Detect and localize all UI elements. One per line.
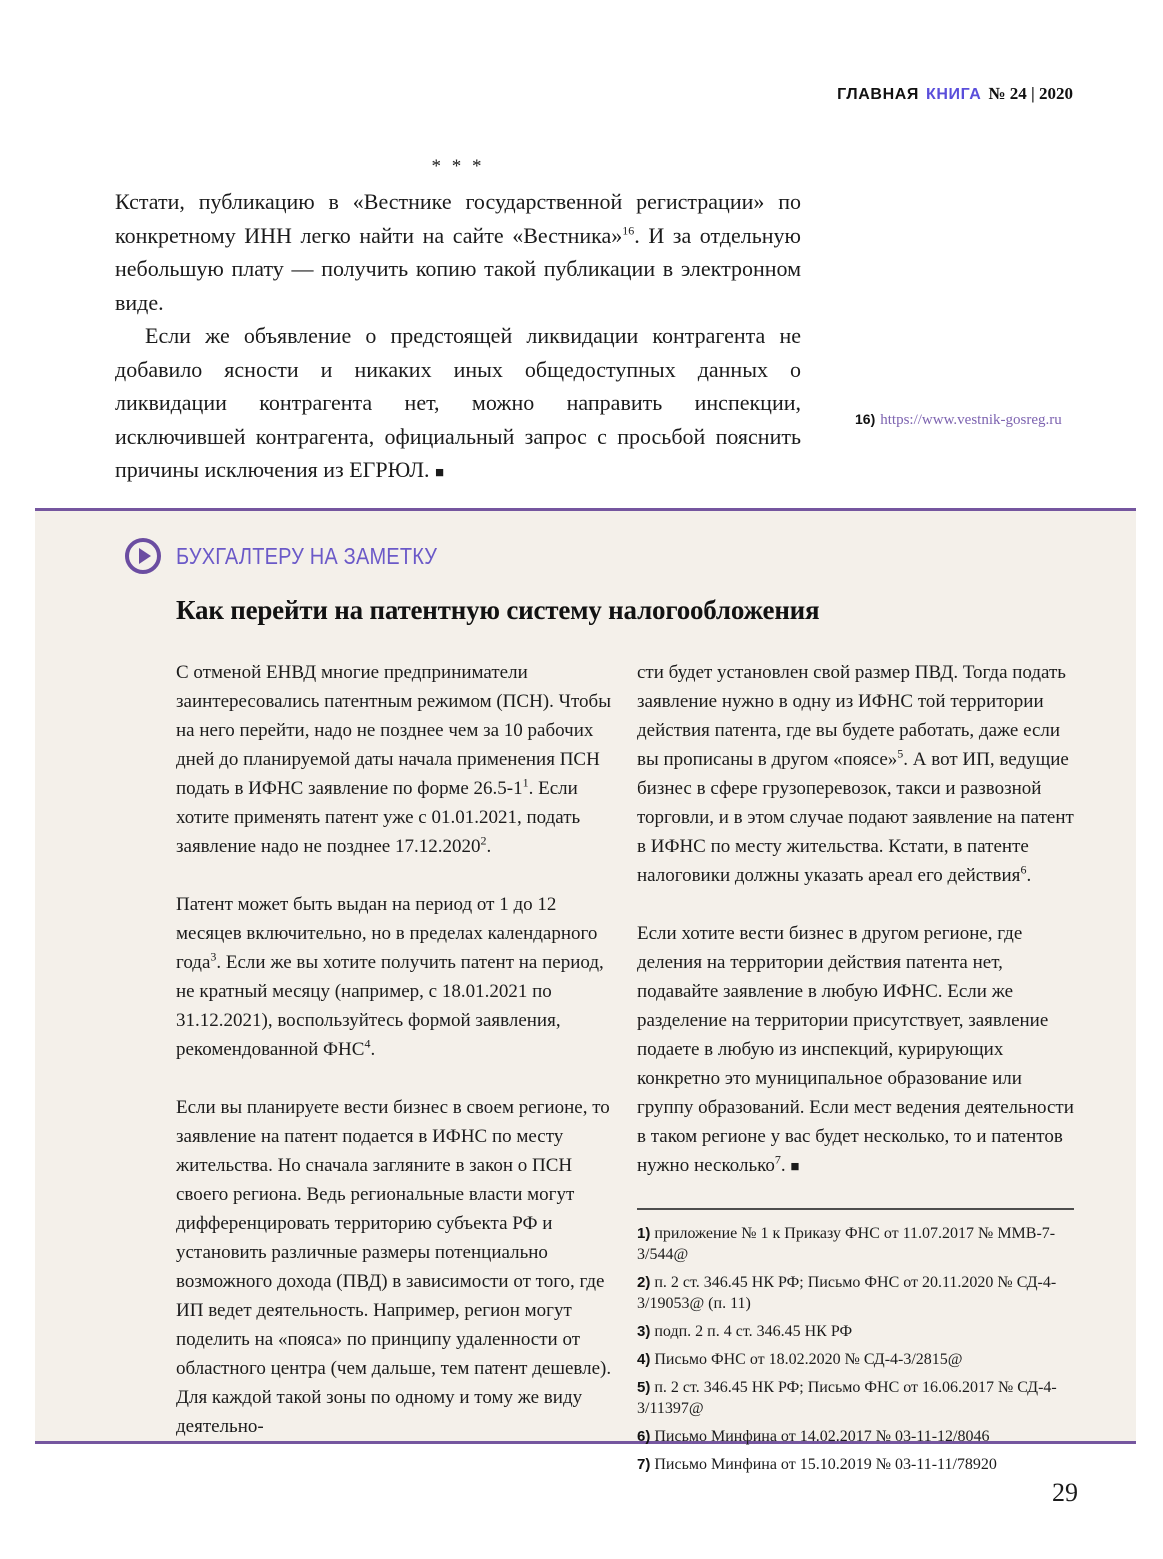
footnote-ref-16: 16 [622,223,635,238]
footnote-text: приложение № 1 к Приказу ФНС от 11.07.2017 № ММВ-7-3/544@ [637,1225,1056,1263]
footnote-item [637,1349,1074,1370]
text-run: Если хотите вести бизнес в другом регионе, где деления на территории действия патента нет, подавайте заявление в любую ИФНС. Если же разделение на территории присутствует, заявление подаете в любую из инспекций, курирующих конкретно это муниципальное образование или группу образований. Если мест ведения деятельности в таком регионе у вас будет несколько, то и патентов нужно несколько [637,923,1074,1176]
footnote-item [637,1321,1074,1342]
footnote-ref-5: 5 [897,746,904,761]
text-run: Патент может быть выдан на период от 1 до 12 месяцев включительно, но в пределах календарного года [176,894,598,973]
footnote-number: 1) [637,1225,651,1242]
footnote-ref-4: 4 [364,1036,371,1051]
footnote-item [637,1223,1074,1265]
text-run: . И за отдельную небольшую плату — получить копию такой публикации в электронном виде. [115,222,801,315]
footnote-number: 2) [637,1274,651,1291]
margin-footnote-16 [855,411,1062,429]
footnote-number: 5) [637,1379,651,1396]
footnote-ref-1: 1 [522,775,529,790]
footnote-item [637,1272,1074,1314]
footnote-text: п. 2 ст. 346.45 НК РФ; Письмо ФНС от 20.11.2020 № СД-4-3/19053@ (п. 11) [637,1274,1057,1312]
text-run: Если же объявление о предстоящей ликвидации контрагента не добавило ясности и никаких иных общедоступных данных о ликвидации контрагента нет, можно направить инспекции, исключившей контрагента, официальный запрос с просьбой пояснить причины исключения из ЕГРЮЛ. [115,323,801,482]
text-run: С отменой ЕНВД многие предприниматели заинтересовались патентным режимом (ПСН). Чтобы на него перейти, надо не позднее чем за 10 рабочих дней до планируемой даты начала применения ПСН подать в ИФНС заявление по форме 26.5-1 [176,662,611,799]
left-column [176,658,613,1475]
section-kicker: БУХГАЛТЕРУ НА ЗАМЕТКУ [176,542,438,569]
issue-number: № 24 | 2020 [988,84,1073,103]
paragraph [637,658,1074,890]
footnote-link[interactable]: https://www.vestnik-gosreg.ru [880,412,1062,428]
intro-article [115,156,801,491]
footnote-number: 4) [637,1351,651,1368]
text-run: . А вот ИП, ведущие бизнес в сфере грузоперевозок, такси и развозной торговли, и в этом случае подают заявление на патент в ИФНС по месту жительства. Кстати, в патенте налоговики должны указать ареал его действия [637,749,1074,886]
text-run: . [370,1039,376,1060]
footnote-number: 16) [855,411,876,427]
footnote-item [637,1377,1074,1419]
page-header [837,84,1073,104]
right-column [637,658,1074,1475]
paragraph [176,658,613,861]
footnote-text: п. 2 ст. 346.45 НК РФ; Письмо ФНС от 16.06.2017 № СД-4-3/11397@ [637,1379,1057,1417]
play-triangle-icon [139,548,151,564]
magazine-title-black: ГЛАВНАЯ [837,86,919,103]
magazine-title-violet: КНИГА [925,86,982,103]
play-icon [125,538,161,574]
text-run: . Если хотите применять патент уже с 01.01.2021, подать заявление надо не позднее 17.12.2020 [176,778,581,857]
text-run: . [486,836,492,857]
two-column-body [176,658,1074,1475]
end-of-article-marker: ■ [790,1159,800,1175]
kicker-row [125,538,476,574]
paragraph [637,919,1074,1182]
footnote-text: Письмо Минфина от 14.02.2017 № 03-11-12/8046 [654,1428,990,1445]
footnote-text: подп. 2 п. 4 ст. 346.45 НК РФ [654,1323,853,1340]
intro-paragraph-2 [115,319,801,491]
footnote-text: Письмо ФНС от 18.02.2020 № СД-4-3/2815@ [654,1351,963,1368]
footnote-ref-2: 2 [480,833,487,848]
text-run: Если вы планируете вести бизнес в своем регионе, то заявление на патент подается в ИФНС по месту жительства. Но сначала загляните в закон о ПСН своего региона. Ведь региональные власти могут дифференцировать территорию субъекта РФ и установить различные размеры потенциально возможного дохода (ПВД) в зависимости от того, где ИП ведет деятельность. Например, регион могут поделить на «пояса» по принципу удаленности от областного центра (чем дальше, тем патент дешевле). Для каждой такой зоны по одному и тому же виду деятельно- [176,1097,612,1437]
text-run: . [780,1155,791,1176]
paragraph [176,1093,613,1441]
intro-paragraph-1 [115,185,801,319]
text-run: сти будет установлен свой размер ПВД. Тогда подать заявление нужно в одну из ИФНС той территории действия патента, где вы будете работать, даже если вы прописаны в другом «поясе» [637,662,1066,770]
footnote-ref-7: 7 [774,1152,781,1167]
footnote-text: Письмо Минфина от 15.10.2019 № 03-11-11/78920 [654,1456,997,1473]
paragraph [176,890,613,1064]
text-run: . [1026,865,1032,886]
footnote-number: 7) [637,1456,651,1473]
footnote-ref-3: 3 [210,949,217,964]
section-divider-stars: * * * [431,156,485,177]
end-of-article-marker: ■ [435,465,445,481]
page-number: 29 [1052,1478,1078,1507]
footnote-number: 6) [637,1428,651,1445]
footnote-item [637,1426,1074,1447]
footnote-ref-6: 6 [1020,862,1027,877]
text-run: Кстати, публикацию в «Вестнике государственной регистрации» по конкретному ИНН легко найти на сайте «Вестника» [115,189,801,248]
text-run: . Если же вы хотите получить патент на период, не кратный месяцу (например, с 18.01.2021 по 31.12.2021), воспользуйтесь формой заявления, рекомендованной ФНС [176,952,604,1060]
footnote-list [637,1208,1074,1475]
footnote-number: 3) [637,1323,651,1340]
article-title: Как перейти на патентную систему налогообложения [176,595,820,625]
footnote-item [637,1454,1074,1475]
accountant-note-box [35,508,1136,1473]
